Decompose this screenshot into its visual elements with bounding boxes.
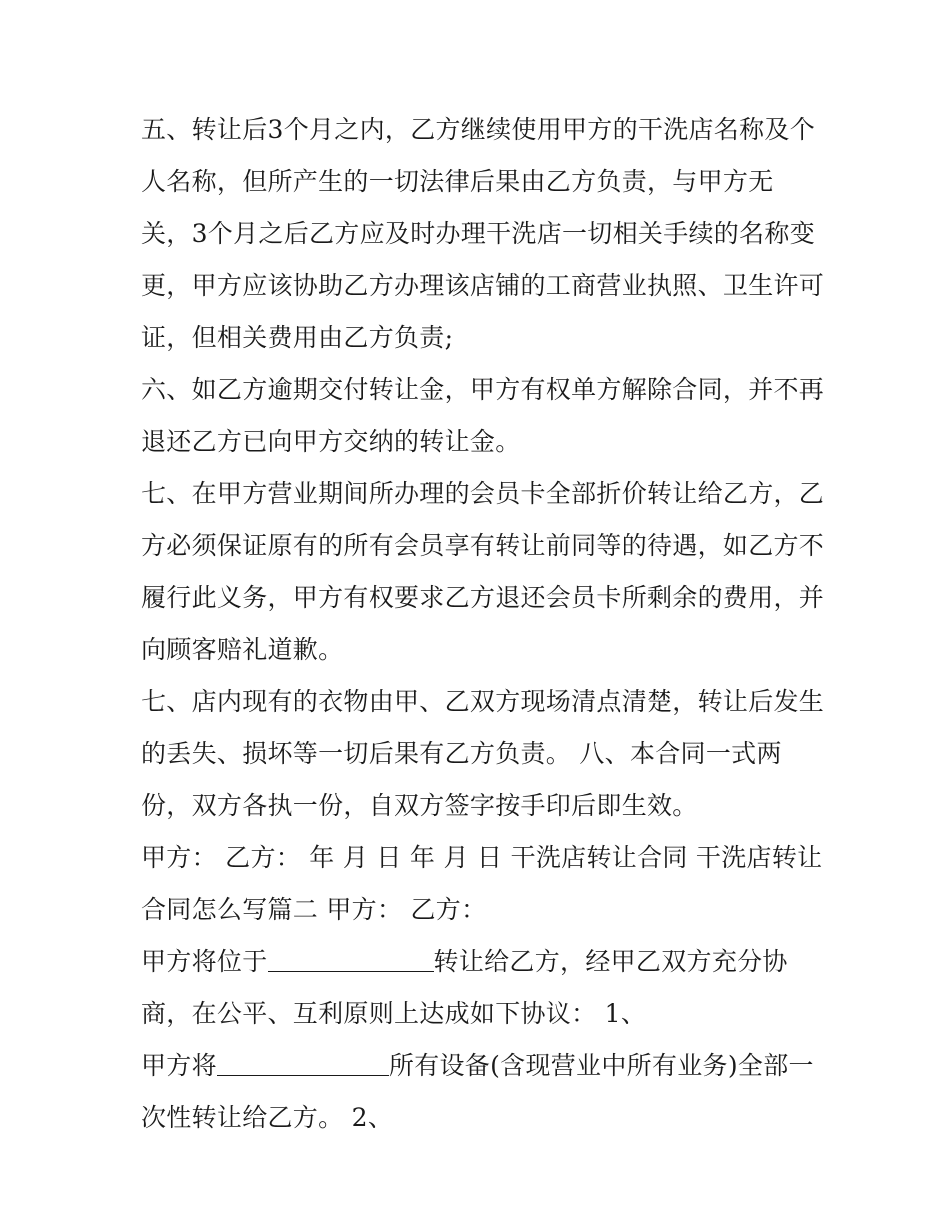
- text-line: 关，3个月之后乙方应及时办理干洗店一切相关手续的名称变: [141, 219, 816, 248]
- text-line: 证，但相关费用由乙方负责;: [141, 323, 454, 352]
- text-line: 合同怎么写篇二 甲方： 乙方：: [141, 895, 487, 924]
- text-line: 商，在公平、互利原则上达成如下协议： 1、: [141, 999, 647, 1028]
- document-body: [141, 104, 825, 1144]
- fill-in-blank-location[interactable]: [268, 943, 434, 972]
- text-line: 履行此义务，甲方有权要求乙方退还会员卡所剩余的费用，并: [141, 583, 825, 612]
- text-segment: 转让给乙方，经甲乙双方充分协: [433, 947, 788, 976]
- text-line: 人名称，但所产生的一切法律后果由乙方负责，与甲方无: [141, 167, 774, 196]
- text-line: 退还乙方已向甲方交纳的转让金。: [141, 427, 521, 456]
- text-line: 七、店内现有的衣物由甲、乙双方现场清点清楚，转让后发生: [141, 687, 825, 716]
- text-segment: 甲方将: [141, 1051, 217, 1080]
- text-line: 更，甲方应该协助乙方办理该店铺的工商营业执照、卫生许可: [141, 271, 825, 300]
- text-line-with-blank: [141, 936, 821, 988]
- text-line: 七、在甲方营业期间所办理的会员卡全部折价转让给乙方，乙: [141, 479, 825, 508]
- text-line: 次性转让给乙方。 2、: [141, 1103, 394, 1132]
- text-line: 的丢失、损坏等一切后果有乙方负责。 八、本合同一式两: [141, 739, 782, 768]
- text-segment: 甲方将位于: [141, 947, 268, 976]
- fill-in-blank-shop-name[interactable]: [217, 1047, 389, 1076]
- text-line: 方必须保证原有的所有会员享有转让前同等的待遇，如乙方不: [141, 531, 825, 560]
- text-line: 五、转让后3个月之内，乙方继续使用甲方的干洗店名称及个: [141, 115, 816, 144]
- text-segment: 所有设备(含现营业中所有业务)全部一: [388, 1051, 814, 1080]
- text-line-with-blank: [141, 1040, 821, 1092]
- text-line: 向顾客赔礼道歉。: [141, 635, 344, 664]
- text-line: 六、如乙方逾期交付转让金，甲方有权单方解除合同，并不再: [141, 375, 825, 404]
- text-line: 甲方： 乙方： 年 月 日 年 月 日 干洗店转让合同 干洗店转让: [141, 843, 823, 872]
- text-line: 份，双方各执一份，自双方签字按手印后即生效。: [141, 791, 698, 820]
